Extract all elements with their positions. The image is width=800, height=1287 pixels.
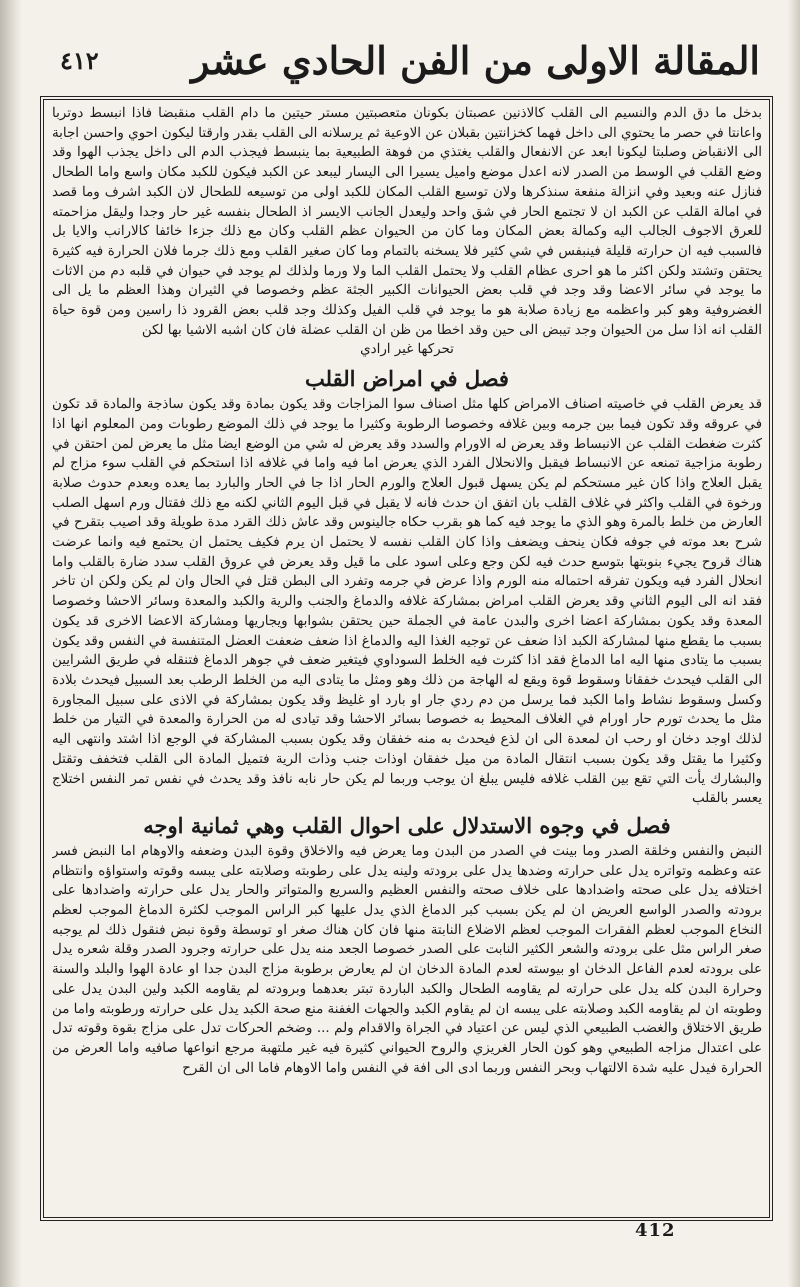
paragraph-heart-diseases: قد يعرض القلب في خاصيته اصناف الامراض كلها مثل اصناف سوا المزاجات وقد يكون بمادة وقد يكون ساذجة والمادة قد تكون في عروقه وقد تكون فيما بين جرمه وبين غلافه وخصوصا الرطوبة وكثيرا ما يوجد في ذلك الموضع رطوبات ومن المعلوم انها اذا كثرت ضغطت القلب عن الانبساط وقد يعرض له الاورام والسدد وقد يعرض له شي من الوضع ايضا مثل ما يعرض لمن احتقن في رطوبة مزاجية تمنعه عن الانبساط فيقبل والانحلال الفرد الذي يعرض اما فيه واما في غلافه اذا استحكم في القلب سوء مزاج لم يقبل العلاج واذا كان غير مستحكم لم يكن يسهل قبول العلاج والورم الحار اذا جا في الحار والبارد بما يعده وبعدم حدوث صلابة ورخوة في القلب واكثر في غلاف القلب بان اتفق ان حدث فانه لا يقبل في قبل اليوم الثاني لكنه مع ذلك فقتال ورم اسهل الصلب العارض من خلط بالمرة وهو الذي ما يوجد فيه كما هو بقرب حكاه جالينوس وقد عاش ذلك القرد مدة طويلة وقد اصيب بتقرح في شرح بعد موته في جوفه فكان ينحف ويضعف واذا كان القلب نفسه لا يحتمل ان يرم فكيف يحتمل ان يحتمع فيه وانما عرضت هناك قروح يجيء بنوبتها بتوسع حدث فيه لكن وجع وعلى اسود على ما قيل وقد يعرض في عروق القلب سدد ضارة بالقلب واما انحلال الفرد فيه ويكون تفرقه احتماله منه الورم واذا عرض في جرمه وتفرد الى البطن قتل في الحال وان لم يكن ولكن ان تاخر فقد انه الى اليوم الثاني وقد يعرض القلب امراض بمشاركة غلافه والدماغ والجنب والرية والكبد والمعدة وسائر الاحشا وخصوصا المعدة وقد يكون بمشاركة اعضا اخرى والبدن عامة في الجملة حين يحتقن بشوابها ويجاريها ومشاركة الاعضا الاخرى قد يكون بسبب ما يقطع منها لمشاركة الكبد اذا ضعف عن توجيه الغذا اليه والدماغ اذا ضعف ضعفت العضل المتنفسة في النفس وقد يكون بسبب ما يتادى منها اليه اما الدماغ فقد اذا كثرت فيه الخلط السوداوي فيتغير ضعف في جوهر الدماغ فتنقله في طريق الشرايين الى القلب فيحدث خفقانا وسقوط قوة ويقع له الهاجة من ذلك وهو ومثل ما يتادى اليه من الخلط الرطب بعد السبيل فيحدث بلادة وكسل وسقوط نشاط واما الكبد فما يرسل من دم ردي جار او بارد او غليظ وقد يكون بمشاركة في الاذى على سبيل المجاورة مثل ما يحدث تورم حار اورام في الغلاف المحيط به خصوصا بسائر الاحشا وقد تيادى له من الحرارة والمعدة في التيار من خلط لذلك اوجد دخان او رحب ان لمعدة الى ان لذع فيحدث به منه خفقان وقد يكون بسبب المشاركة في الوجع اذا اشتد وانتهى اليه وكثيرا ما يقتل وقد يكون بسبب انتقال المادة من ميل خفقان اوذات جنب وذات الرية فتميل المادة الى القلب فتخفف وتقتل والبشارك يأت التي تقع بين القلب غلافه فليس يبلغ ان يوجب وربما لم يكن حار نابه نافذ وقد يحدث في نفس تمر النفس اختلاج يعسر بالقلب: [52, 397, 762, 807]
paragraph-anatomy-end: تحركها غير ارادي: [360, 342, 454, 358]
running-title: المقالة الاولى من الفن الحادي عشر: [191, 37, 760, 83]
main-text: [52, 104, 762, 1214]
page-edge-right: [788, 0, 800, 1287]
header-page-number: ٤١٢: [60, 45, 99, 75]
footer-page-number: 412: [635, 1220, 676, 1241]
page-header: [60, 28, 760, 92]
section-heading-heart-diseases: فصل في امراض القلب: [305, 366, 509, 392]
section-heading-signs: فصل في وجوه الاستدلال على احوال القلب وهي ثمانية اوجه: [143, 812, 671, 838]
paragraph-signs: النبض والنفس وخلقة الصدر وما بينت في الصدر من البدن وما يعرض فيه والاخلاق وقوة البدن وضعفه والاوهام اما النبض فسر عته وعظمه وتواتره يدل على حرارته وضدها يدل على برودته ولينه يدل على رطوبته وصلابته على يبسه وقوته واستواؤه وانتظام اختلافه يدل على صحته واضدادها على خلاف صحته والنفس العظيم والسريع والمتواتر والحار يدل على حرارته واضدادها على برودته والصدر الواسع العريض ان لم يكن بسبب كبر الدماغ الذي يدل عليها كبر الراس الموجب لكثرة الدماغ الموجب لعظم النخاع الموجب لعظم الفقرات الموجب لعظم الاضلاع النابتة منها فان كان هناك صغر او توسطة وقوة نبض فنقول ذلك لم يوجبه صغر الراس مثل على برودته والشعر الكثير النابت على الصدر خصوصا الجعد منه يدل على حرارته وجرود الصدر وقلة شعره يدل على برودته لعدم الفاعل الدخان او بيوسته لعدم المادة الدخان ان لم يعارض برطوبة مزاج البدن جدا او عادة الهوا والبلد والسنة وحرارة البدن كله يدل على حرارته لم يقاومه الطحال والكبد الباردة تبتر بعدهما وبرودته لم يقاومه الكبد ولين البدن يدل على وطوبته ان لم يقاومه الكبد وصلابته على يبسه ان لم يقاوم الكبد والجهات الغفنة منع صحة الكبد يدل على حرارته ورطوبته واما من طريق الاختلاق والغضب الطبيعي الذي ليس عن اعتياد في الجراة والاقدام ولم ... وضخم الحركات تدل على مزاج بقوة وقوته تدل على اعتدال مزاجه الطبيعي وهو كون الحار الغريزي والروح الحيواني كثيرة فيه غير ملتهبة مرجع انواعها صافيه واما العرض من الحرارة فيدل عليه شدة الالتهاب وبحر النفس وربما ادى الى افة في النفس واما الاوهام فاما الى ان القرح: [52, 843, 762, 1076]
page-edge-left: [0, 0, 22, 1287]
paragraph-anatomy: بدخل ما دق الدم والنسيم الى القلب كالاذنين عصبتان بكونان متعصبتين مستر حيتين ما دام القلب منقبضا فاذا انبسط دوتربا واعانتا في حصر ما يحتوي الى داخل فهما كخزانتين بقبلان عن الاوعية ثم يرسلانه الى القلب بقدر وارقتا ليكون احوي واحسن اجابة الى الانقباض وصلبتا ليكونا ابعد عن الانفعال والقلب يغتذي من فوهة الطبيعية بما ينبسط فيجذب الدم الى داخل يجذب الهوا وقد وضع القلب في الوسط من الصدر لانه اعدل موضع واميل يسيرا الى اليسار ليبعد عن الكبد فيكون للكبد مكان واسع واما الطحال فنازل عنه وبعيد وفي انزالة منفعة سنذكرها ولان توسيع القلب المكان للكبد اولى من توسيعه للطحال لان الكبد اشرف وما قصد في امالة القلب عن الكبد ان لا تجتمع الحار في شق واحد وليعدل الجانب الايسر اذ الطحال بنفسه غير حار وجدا وليقل مزاحمته للعرق الاجوف الجالب اليه وكمالة بعض المكان وما كان من الحيوان عظم القلب وكان مع ذلك جزءا خائفا كالارانب والايا بل فالسبب فيه ان حرارته قليلة فينبفس في شي كثير فلا يسخنه بالتمام وما كان صغير القلب ومع ذلك جرما فلان الحرارة فيه كثيرة يحتقن وتشتد ولكن اكثر ما هو احرى عظام القلب ولا يحتمل القلب الما ولا ورما ولذلك لم يوجد في حيوان في قلبه دم من الاثات ما يوجد في سائر الاعضا وقد وجد في قلب بعض الحيوانات الكبير الجثة عظم وخصوصا في الثيران وهذا العظم ما يل الى الغضروفية وهو كبر واعظمه مع زيادة صلابة هو ما يوجد في قلب الفيل وكذلك وجد قلب بعض القرود ذا راسين ومن قوة حياة القلب انه اذا سل من الحيوان وجد تيبض الى حين وقد اخطا من ظن ان القلب عضلة فان كان اشبه الاشيا بها لكن: [52, 106, 762, 338]
